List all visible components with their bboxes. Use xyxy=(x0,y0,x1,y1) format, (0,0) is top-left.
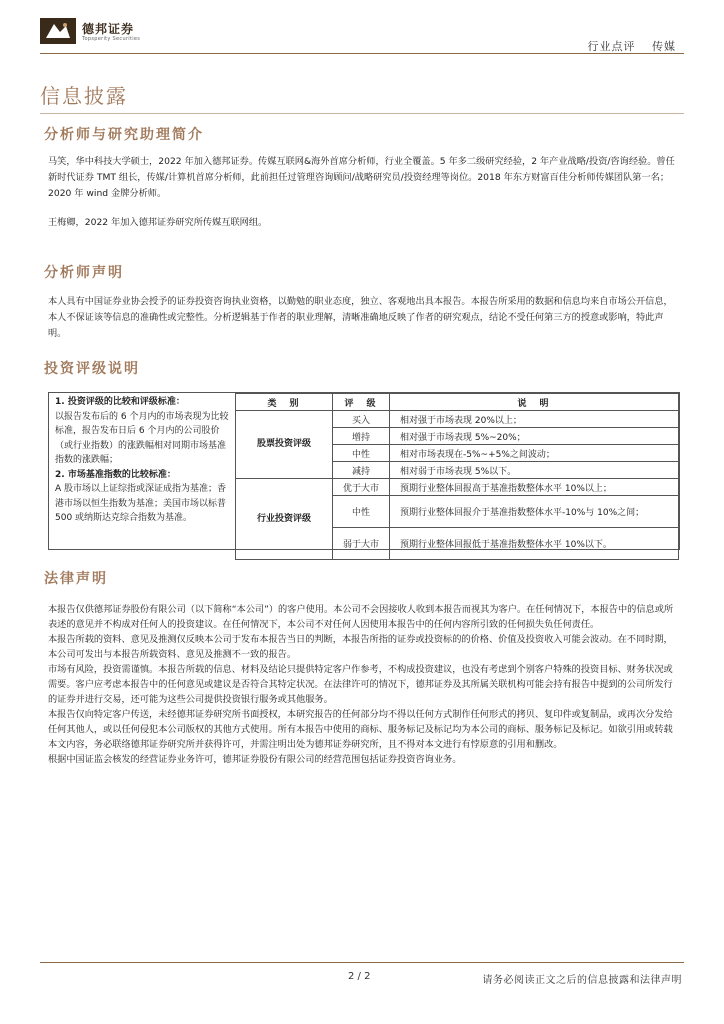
legal-text xyxy=(48,602,678,767)
legal-paragraph-5: 根据中国证监会核发的经营证券业务许可，德邦证券股份有限公司的经营范围包括证券投资咨询业务。 xyxy=(48,754,462,765)
industry-rating-label: 行业投资评级 xyxy=(236,479,333,560)
header-divider xyxy=(40,53,684,54)
grade-cell: 买入 xyxy=(333,411,390,428)
company-logo-icon xyxy=(40,18,76,44)
legal-paragraph-2: 本报告所载的资料、意见及推测仅反映本公司于发布本报告当日的判断，本报告所指的证券或投资标的的价格、价值及投资收入可能会波动。在不同时期，本公司可发出与本报告所载资料、意见及推测不一致的报告。 xyxy=(48,634,673,660)
criteria-heading-1: 1. 投资评级的比较和评级标准： xyxy=(55,397,185,407)
desc-cell: 预期行业整体回报低于基准指数整体水平 10%以下。 xyxy=(390,528,679,560)
grade-cell: 弱于大市 xyxy=(333,528,390,560)
stock-rating-label: 股票投资评级 xyxy=(236,411,333,479)
desc-cell: 相对弱于市场表现 5%以下。 xyxy=(390,462,679,479)
analyst-statement-text xyxy=(48,294,678,342)
column-header-desc: 说 明 xyxy=(390,394,679,411)
desc-cell: 相对市场表现在-5%~+5%之间波动； xyxy=(390,445,679,462)
legal-paragraph-4: 本报告仅向特定客户传送，未经德邦证券研究所书面授权，本研究报告的任何部分均不得以任何方式制作任何形式的拷贝、复印件或复制品，或再次分发给任何其他人，或以任何侵犯本公司版权的其他方式使用。所有本报告中使用的商标、服务标记及标记均为本公司的商标、服务标记及标记。如欲引用或转载本文内容，务必联络德邦证券研究所并获得许可，并需注明出处为德邦证券研究所，且不得对本文进行有悖原意的引用和删改。 xyxy=(48,709,673,750)
page-title: 信息披露 xyxy=(40,84,128,108)
table-row xyxy=(236,479,679,496)
rating-criteria-panel xyxy=(49,393,235,549)
table-row xyxy=(236,411,679,428)
grade-cell: 增持 xyxy=(333,428,390,445)
rating-grid xyxy=(235,393,679,560)
legal-paragraph-3: 市场有风险，投资需谨慎。本报告所载的信息、材料及结论只提供特定客户作参考，不构成投资建议，也没有考虑到个别客户特殊的投资目标、财务状况或需要。客户应考虑本报告中的任何意见或建议是否符合其特定状况。在法律许可的情况下，德邦证券及其所属关联机构可能会持有报告中提到的公司所发行的证券并进行交易，还可能为这些公司提供投资银行服务或其他服务。 xyxy=(48,664,673,705)
section-heading-analyst-statement: 分析师声明 xyxy=(44,265,124,281)
page-header xyxy=(40,10,684,54)
grade-cell: 中性 xyxy=(333,445,390,462)
analyst-intro-paragraph-1: 马笑，华中科技大学硕士，2022 年加入德邦证券。传媒互联网&海外首席分析师，行业全覆盖。5 年多二级研究经验，2 年产业战略/投资/咨询经验。曾任新时代证券 TMT 组长，传媒/计算机首席分析师，此前担任过管理咨询顾问/战略研究员/投资经理等岗位。2018 年东方财富百佳分析师传媒团队第一名；2020 年 wind 金牌分析师。 xyxy=(48,156,675,199)
grade-cell: 优于大市 xyxy=(333,479,390,496)
column-header-type: 类 别 xyxy=(236,394,333,411)
section-heading-legal: 法律声明 xyxy=(44,571,108,587)
rating-table xyxy=(48,392,680,550)
grade-cell: 中性 xyxy=(333,496,390,528)
analyst-intro-text xyxy=(48,154,678,231)
footer-divider xyxy=(40,962,684,963)
criteria-heading-2: 2. 市场基准指数的比较标准： xyxy=(55,469,176,480)
desc-cell: 预期行业整体回报高于基准指数整体水平 10%以上； xyxy=(390,479,679,496)
desc-cell: 相对强于市场表现 5%~20%； xyxy=(390,428,679,445)
logo-subtext: Topsperity Securities xyxy=(82,36,141,42)
report-category xyxy=(576,38,677,54)
title-divider xyxy=(40,113,684,114)
analyst-statement-paragraph: 本人具有中国证券业协会授予的证券投资咨询执业资格，以勤勉的职业态度，独立、客观地出具本报告。本报告所采用的数据和信息均来自市场公开信息，本人不保证该等信息的准确性或完整性。分析逻辑基于作者的职业理解，清晰准确地反映了作者的研究观点，结论不受任何第三方的授意或影响，特此声明。 xyxy=(48,296,673,339)
legal-paragraph-1: 本报告仅供德邦证券股份有限公司（以下简称“本公司”）的客户使用。本公司不会因接收人收到本报告而视其为客户。在任何情况下，本报告中的信息或所表述的意见并不构成对任何人的投资建议。在任何情况下，本公司不对任何人因使用本报告中的任何内容所引致的任何损失负任何责任。 xyxy=(48,604,674,630)
criteria-text-2: A 股市场以上证综指或深证成指为基准；香港市场以恒生指数为基准；美国市场以标普 500 或纳斯达克综合指数为基准。 xyxy=(55,484,227,523)
section-heading-analyst-intro: 分析师与研究助理简介 xyxy=(44,127,204,143)
desc-cell: 相对强于市场表现 20%以上； xyxy=(390,411,679,428)
grade-cell: 减持 xyxy=(333,462,390,479)
section-heading-rating: 投资评级说明 xyxy=(44,361,140,377)
desc-cell: 预期行业整体回报介于基准指数整体水平-10%与 10%之间； xyxy=(390,496,679,528)
criteria-text-1: 以报告发布后的 6 个月内的市场表现为比较标准，报告发布日后 6 个月内的公司股价（或行业指数）的涨跌幅相对同期市场基准指数的涨跌幅； xyxy=(55,411,229,465)
logo-text: 德邦证券 xyxy=(82,22,135,36)
column-header-grade: 评 级 xyxy=(333,394,390,411)
industry-label: 传媒 xyxy=(652,40,676,53)
page-number: 2 / 2 xyxy=(348,971,371,982)
category-label: 行业点评 xyxy=(587,40,636,53)
analyst-intro-paragraph-2: 王梅卿，2022 年加入德邦证券研究所传媒互联网组。 xyxy=(48,217,268,228)
footer-disclaimer: 请务必阅读正文之后的信息披露和法律声明 xyxy=(482,975,682,986)
